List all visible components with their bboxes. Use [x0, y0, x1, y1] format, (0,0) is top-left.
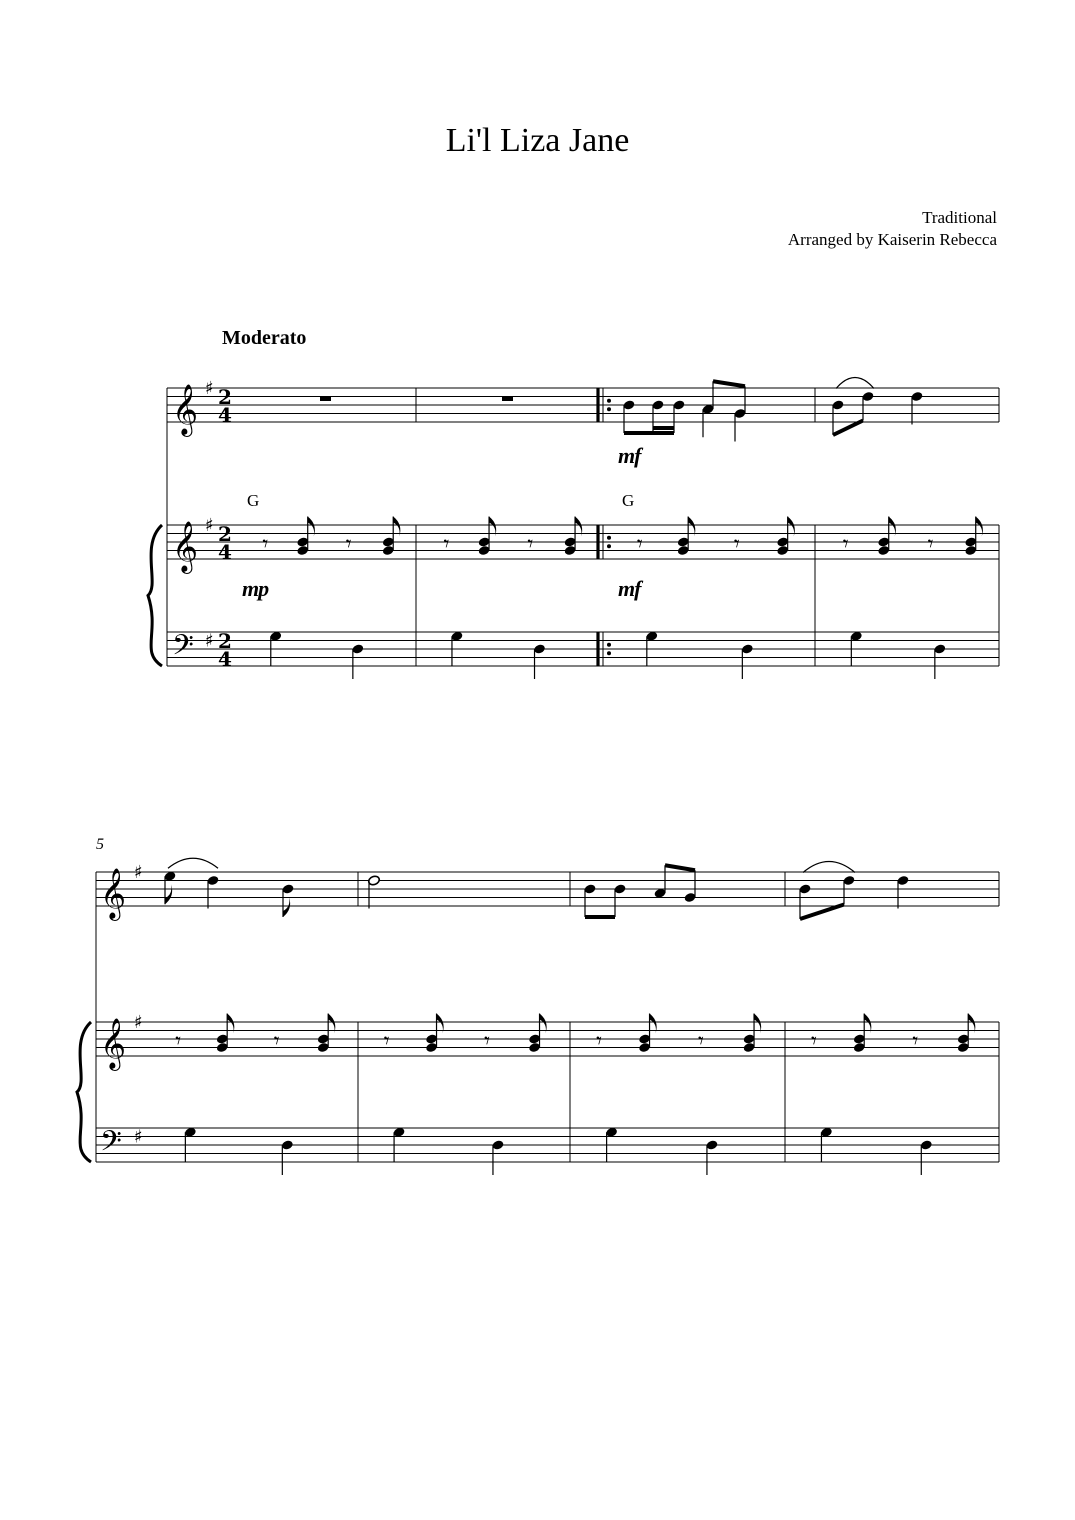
time-signature-bottom: 4	[218, 647, 232, 671]
eighth-rest: 𝄾	[596, 1029, 602, 1054]
eighth-rest: 𝄾	[443, 532, 450, 557]
eighth-rest: 𝄾	[811, 1029, 817, 1054]
time-signature-bottom: 4	[218, 540, 232, 564]
treble-clef-icon: 𝄞	[100, 868, 127, 919]
whole-rest	[502, 397, 513, 402]
eighth-rest: 𝄾	[383, 1029, 390, 1054]
piano-brace	[148, 525, 162, 666]
sharp-icon: ♯	[205, 515, 214, 536]
bass-clef-icon: 𝄢	[100, 1125, 122, 1165]
eighth-rest: 𝄾	[345, 532, 352, 557]
page-title: Li'l Liza Jane	[445, 122, 630, 159]
eighth-rest: 𝄾	[842, 532, 849, 557]
repeat-dot	[607, 651, 611, 655]
treble-clef-icon: 𝄞	[100, 1018, 127, 1069]
dynamic-melody-m3: mf	[618, 443, 641, 468]
whole-rest	[320, 397, 331, 402]
sharp-icon: ♯	[205, 630, 214, 652]
slur	[803, 862, 855, 873]
time-signature-top: 2	[218, 629, 232, 653]
repeat-dot	[607, 643, 611, 647]
repeat-dot	[607, 407, 611, 411]
composer-traditional: Traditional	[922, 208, 997, 227]
time-signature-bottom: 4	[218, 403, 232, 427]
time-signature-top: 2	[218, 522, 232, 546]
eighth-rest: 𝄾	[484, 1029, 491, 1054]
eighth-rest: 𝄾	[912, 1029, 919, 1054]
eighth-rest: 𝄾	[927, 532, 934, 557]
eighth-rest: 𝄾	[698, 1029, 704, 1054]
dynamic-piano-m3: mf	[618, 576, 641, 601]
eighth-rest: 𝄾	[175, 1029, 182, 1054]
time-signature-top: 2	[218, 385, 232, 409]
chord-symbol-m1: G	[247, 491, 260, 510]
sharp-icon: ♯	[134, 1012, 143, 1033]
sharp-icon: ♯	[134, 862, 143, 883]
slur	[836, 378, 874, 389]
eighth-rest: 𝄾	[262, 532, 269, 557]
sharp-icon: ♯	[205, 378, 214, 399]
repeat-dot	[607, 399, 611, 403]
eighth-rest: 𝄾	[636, 532, 643, 557]
sharp-icon: ♯	[134, 1126, 143, 1148]
arranger-credit: Arranged by Kaiserin Rebecca	[787, 230, 997, 249]
piano-brace	[77, 1022, 91, 1162]
note-beam	[833, 421, 863, 436]
measure-number: 5	[96, 836, 104, 853]
repeat-dot	[607, 544, 611, 548]
note-beam	[800, 905, 844, 920]
treble-clef-icon: 𝄞	[172, 384, 199, 435]
note-beam	[665, 865, 695, 870]
bass-clef-icon: 𝄢	[172, 629, 194, 669]
repeat-dot	[607, 536, 611, 540]
eighth-rest: 𝄾	[527, 532, 534, 557]
tempo-marking: Moderato	[222, 327, 307, 349]
slur	[168, 858, 218, 868]
eighth-rest: 𝄾	[273, 1029, 280, 1054]
treble-clef-icon: 𝄞	[172, 521, 199, 572]
chord-symbol-m3: G	[622, 491, 635, 510]
note-flag	[165, 884, 172, 904]
dynamic-piano-m1: mp	[242, 576, 269, 601]
note-flag	[283, 897, 290, 917]
eighth-rest: 𝄾	[733, 532, 740, 557]
note-beam	[713, 381, 745, 386]
